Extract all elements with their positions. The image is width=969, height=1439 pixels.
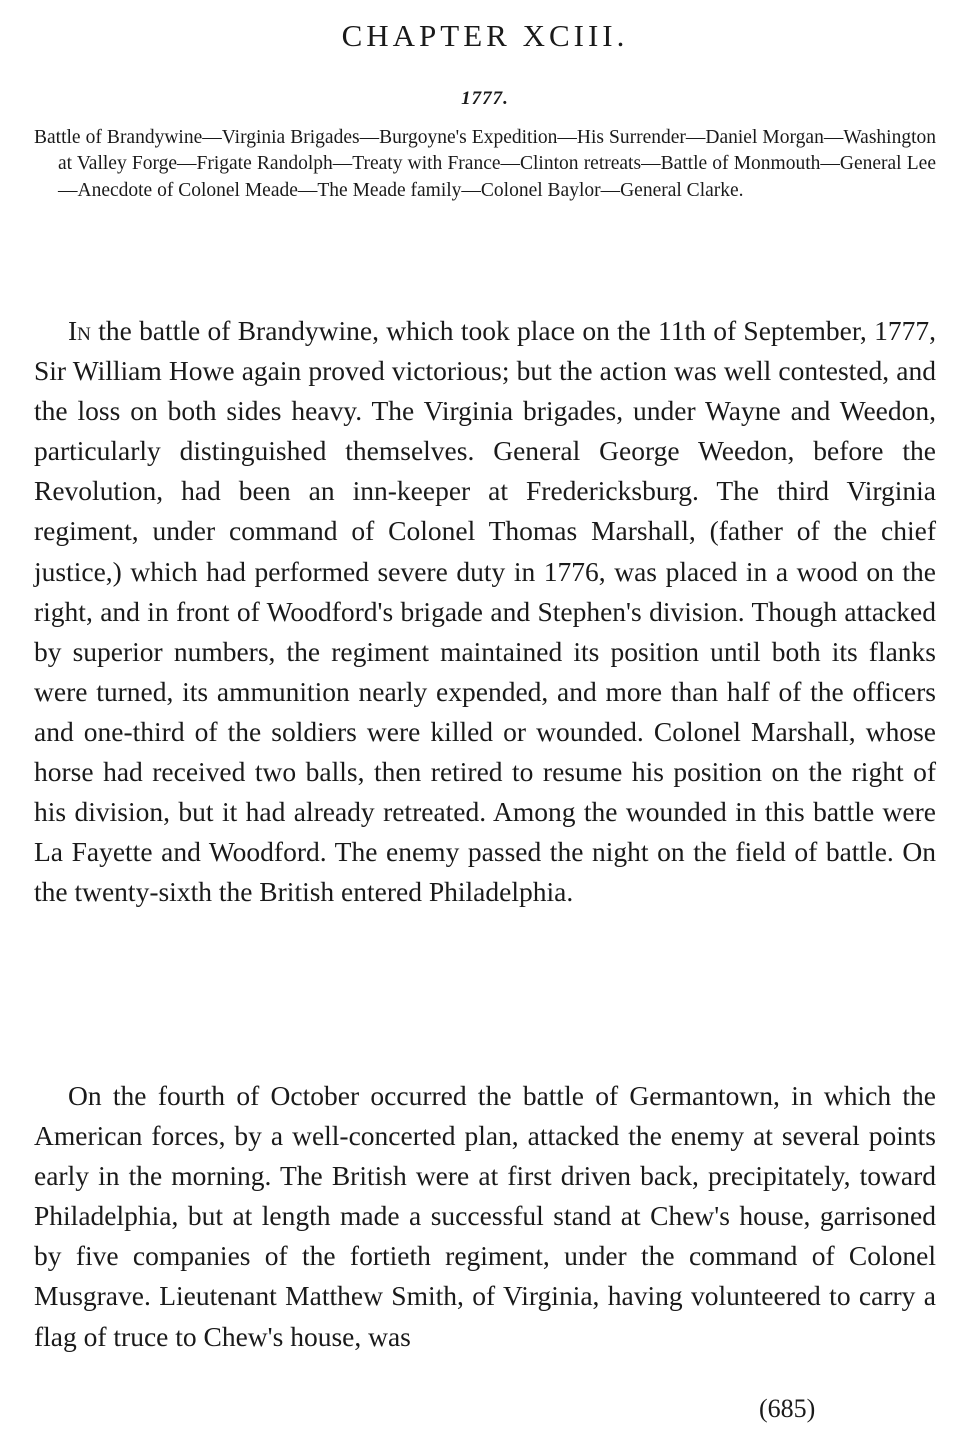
- paragraph-1: [34, 311, 936, 912]
- page-number: (685): [759, 1394, 816, 1423]
- paragraph-1-text: the battle of Brandywine, which took place on the 11th of September, 1777, Sir William Howe again proved victorious; but the action was well contested, and the loss on both sides heavy. The Virginia brigades, under Wayne and Weedon, particularly distinguished themselves. General George Weedon, before the Revolution, had been an inn-keeper at Fredericksburg. The third Virginia regiment, under command of Colonel Thomas Marshall, (father of the chief justice,) which had performed severe duty in 1776, was placed in a wood on the right, and in front of Woodford's brigade and Stephen's division. Though attacked by superior numbers, the regiment maintained its position until both its flanks were turned, its ammunition nearly expended, and more than half of the officers and one-third of the soldiers were killed or wounded. Colonel Marshall, whose horse had received two balls, then retired to resume his position on the right of his division, but it had already retreated. Among the wounded in this battle were La Fayette and Woodford. The enemy passed the night on the field of battle. On the twenty-sixth the British entered Philadelphia.: [34, 315, 936, 908]
- paragraph-2: On the fourth of October occurred the battle of Germantown, in which the American forces, by a well-concerted plan, attacked the enemy at several points early in the morning. The British were at first driven back, precipitately, toward Philadelphia, but at length made a successful stand at Chew's house, garrisoned by five companies of the fortieth regiment, under the command of Colonel Musgrave. Lieutenant Matthew Smith, of Virginia, having volunteered to carry a flag of truce to Chew's house, was: [34, 1080, 936, 1352]
- chapter-summary: Battle of Brandywine—Virginia Brigades—Burgoyne's Expedition—His Surrender—Daniel Morgan—Washington at Valley Forge—Frigate Randolph—Treaty with France—Clinton retreats—Battle of Monmouth—General Lee—Anecdote of Colonel Meade—The Meade family—Colonel Baylor—General Clarke.: [34, 127, 936, 201]
- chapter-title: CHAPTER XCIII.: [341, 18, 629, 53]
- paragraph-1-lead: In: [68, 315, 91, 346]
- chapter-year: 1777.: [461, 88, 509, 109]
